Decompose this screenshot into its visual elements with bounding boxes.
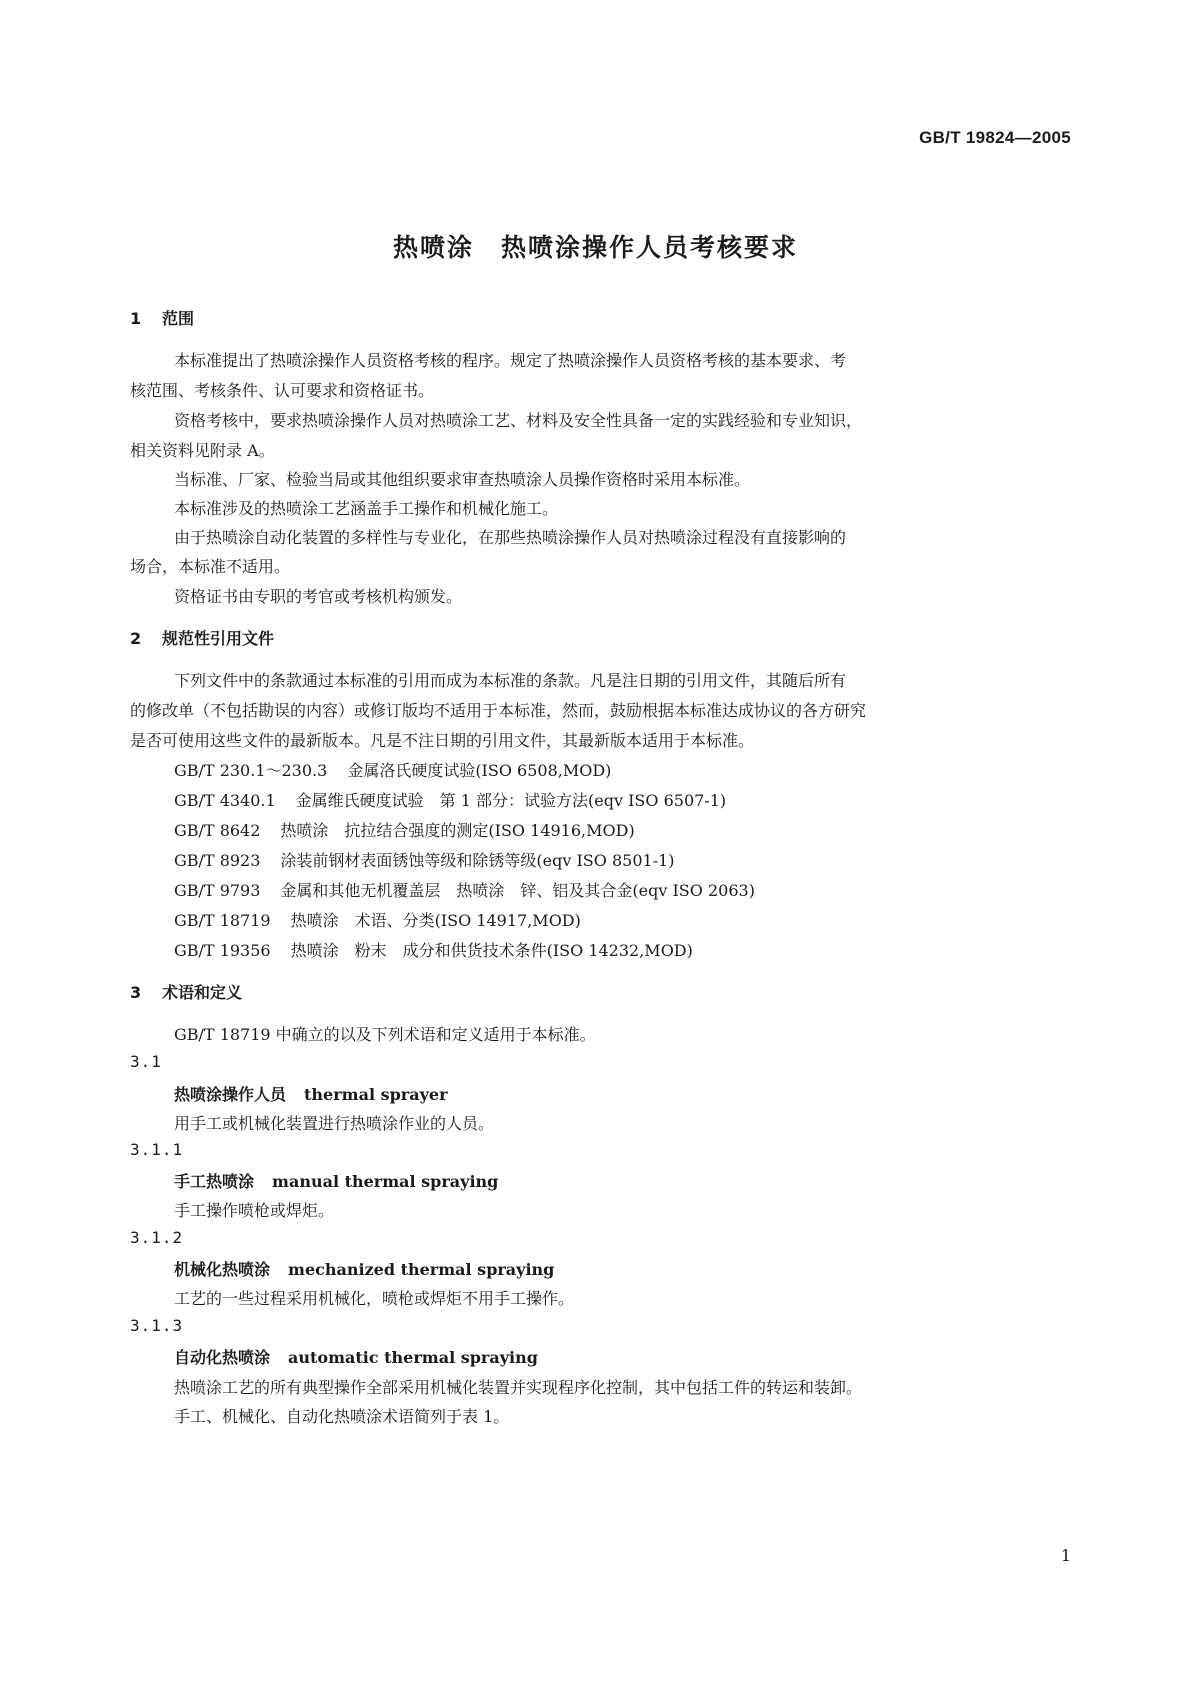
paragraph-line: 资格考核中，要求热喷涂操作人员对热喷涂工艺、材料及安全性具备一定的实践经验和专业知识， — [174, 411, 863, 430]
paragraph-line: 本标准提出了热喷涂操作人员资格考核的程序。规定了热喷涂操作人员资格考核的基本要求、考 — [174, 351, 847, 370]
reference-code: GB/T 8642 — [174, 821, 261, 840]
reference-item — [174, 908, 581, 931]
paragraph-line: 下列文件中的条款通过本标准的引用而成为本标准的条款。凡是注日期的引用文件，其随后所有 — [174, 671, 847, 690]
term-zh: 手工热喷涂 — [174, 1172, 255, 1191]
reference-code: GB/T 19356 — [174, 941, 271, 960]
clause-number: 3.1 — [130, 1052, 162, 1071]
page-number: 1 — [1060, 1546, 1071, 1565]
section-1-heading — [130, 306, 194, 329]
standard-code: GB/T 19824—2005 — [919, 128, 1071, 147]
term-en: mechanized thermal spraying — [288, 1260, 555, 1279]
section-title: 术语和定义 — [162, 983, 243, 1002]
paragraph-line: 的修改单（不包括勘误的内容）或修订版均不适用于本标准，然而，鼓励根据本标准达成协议的各方研究 — [130, 701, 867, 720]
section-title: 范围 — [162, 309, 195, 328]
paragraph-line: 当标准、厂家、检验当局或其他组织要求审查热喷涂人员操作资格时采用本标准。 — [174, 470, 751, 489]
reference-code: GB/T 9793 — [174, 881, 261, 900]
term-en: thermal sprayer — [304, 1085, 448, 1104]
reference-item — [174, 878, 755, 901]
section-3-heading — [130, 980, 242, 1003]
reference-item — [174, 848, 675, 871]
term-definition: 热喷涂工艺的所有典型操作全部采用机械化装置并实现程序化控制，其中包括工件的转运和装卸。 — [174, 1378, 863, 1397]
section-2-heading — [130, 626, 274, 649]
clause-number: 3.1.1 — [130, 1140, 184, 1159]
term-definition: 用手工或机械化装置进行热喷涂作业的人员。 — [174, 1114, 495, 1133]
term-en: manual thermal spraying — [272, 1172, 499, 1191]
reference-item — [174, 788, 726, 811]
reference-title: 热喷涂 粉末 成分和供货技术条件(ISO 14232,MOD) — [290, 941, 693, 960]
paragraph-line: 资格证书由专职的考官或考核机构颁发。 — [174, 587, 463, 606]
reference-code: GB/T 18719 — [174, 911, 271, 930]
term-definition: 工艺的一些过程采用机械化，喷枪或焊炬不用手工操作。 — [174, 1289, 575, 1308]
term-heading — [174, 1082, 448, 1105]
paragraph-line: 核范围、考核条件、认可要求和资格证书。 — [130, 381, 435, 400]
term-zh: 自动化热喷涂 — [174, 1348, 271, 1367]
clause-number: 3.1.2 — [130, 1228, 184, 1247]
term-heading — [174, 1257, 554, 1280]
section-number: 1 — [130, 309, 142, 328]
paragraph-line: 场合，本标准不适用。 — [130, 557, 291, 576]
reference-title: 金属洛氏硬度试验(ISO 6508,MOD) — [347, 761, 612, 780]
section-number: 2 — [130, 629, 142, 648]
term-zh: 热喷涂操作人员 — [174, 1085, 287, 1104]
term-definition: 手工操作喷枪或焊炬。 — [174, 1201, 335, 1220]
section-number: 3 — [130, 983, 142, 1002]
section-title: 规范性引用文件 — [162, 629, 275, 648]
term-en: automatic thermal spraying — [288, 1348, 538, 1367]
paragraph-line: 由于热喷涂自动化装置的多样性与专业化，在那些热喷涂操作人员对热喷涂过程没有直接影响的 — [174, 528, 847, 547]
paragraph-line: GB/T 18719 中确立的以及下列术语和定义适用于本标准。 — [174, 1025, 596, 1044]
clause-number: 3.1.3 — [130, 1316, 184, 1335]
reference-code: GB/T 4340.1 — [174, 791, 276, 810]
term-heading — [174, 1345, 538, 1368]
reference-item — [174, 758, 611, 781]
reference-title: 金属维氏硬度试验 第 1 部分：试验方法(eqv ISO 6507-1) — [295, 791, 727, 810]
reference-title: 金属和其他无机覆盖层 热喷涂 锌、铝及其合金(eqv ISO 2063) — [280, 881, 755, 900]
term-zh: 机械化热喷涂 — [174, 1260, 271, 1279]
paragraph-line: 相关资料见附录 A。 — [130, 441, 275, 460]
paragraph-line: 本标准涉及的热喷涂工艺涵盖手工操作和机械化施工。 — [174, 499, 559, 518]
reference-title: 涂装前钢材表面锈蚀等级和除锈等级(eqv ISO 8501-1) — [280, 851, 675, 870]
reference-title: 热喷涂 术语、分类(ISO 14917,MOD) — [290, 911, 581, 930]
paragraph-line: 手工、机械化、自动化热喷涂术语简列于表 1。 — [174, 1407, 510, 1426]
reference-item — [174, 818, 635, 841]
reference-title: 热喷涂 抗拉结合强度的测定(ISO 14916,MOD) — [280, 821, 635, 840]
paragraph-line: 是否可使用这些文件的最新版本。凡是不注日期的引用文件，其最新版本适用于本标准。 — [130, 731, 755, 750]
term-heading — [174, 1169, 498, 1192]
document-title: 热喷涂 热喷涂操作人员考核要求 — [392, 233, 798, 262]
reference-code: GB/T 8923 — [174, 851, 261, 870]
reference-item — [174, 938, 693, 961]
reference-code: GB/T 230.1～230.3 — [174, 761, 328, 780]
